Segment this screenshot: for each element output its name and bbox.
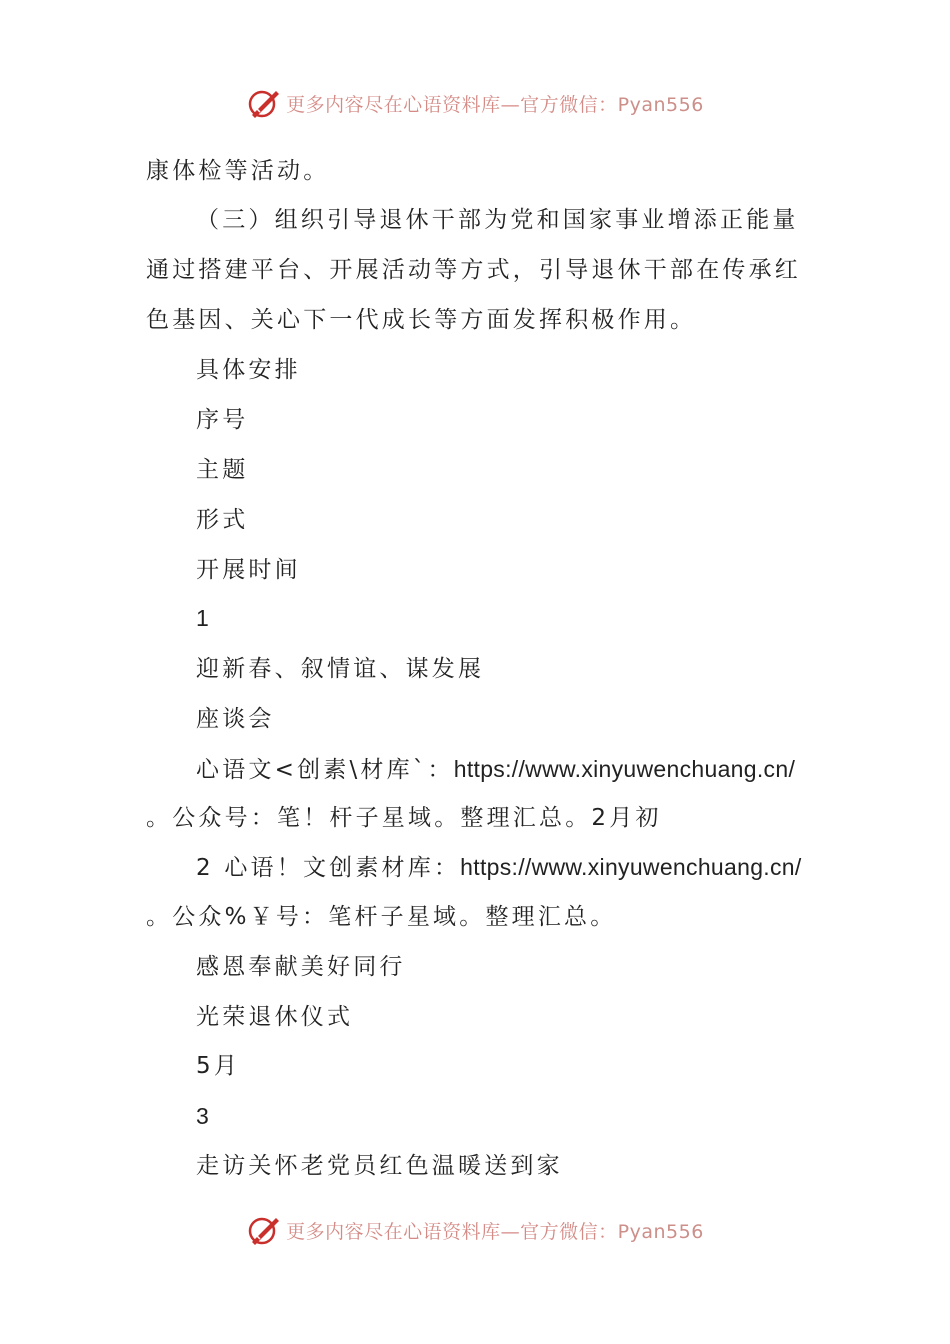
table-header-cell: 开展时间	[196, 557, 301, 583]
pen-logo-icon	[246, 1212, 282, 1248]
table-cell: 感恩奉献美好同行	[196, 954, 406, 980]
table-cell: 迎新春、叙情谊、谋发展	[196, 656, 485, 682]
table-cell: 1	[196, 605, 210, 631]
source-url: https://www.xinyuwenchuang.cn/	[453, 756, 796, 782]
table-cell: 光荣退休仪式	[196, 1004, 354, 1030]
table-cell: 5月	[196, 1053, 241, 1079]
watermark-text: 更多内容尽在心语资料库—官方微信：Pyan556	[286, 93, 704, 116]
table-cell: 走访关怀老党员红色温暖送到家	[196, 1153, 563, 1179]
section-heading: （三）组织引导退休干部为党和国家事业增添正能量	[196, 207, 799, 233]
watermark-inline-text: 心语文<创素\材库`：	[196, 757, 454, 783]
source-url: https://www.xinyuwenchuang.cn/	[460, 854, 802, 880]
table-header-cell: 形式	[196, 507, 249, 533]
table-header-cell: 主题	[196, 457, 249, 483]
watermark-banner-top	[0, 78, 950, 128]
table-cell	[196, 852, 802, 883]
paragraph-line: 康体检等活动。	[146, 158, 330, 184]
watermark-inline-text: 2 心语！文创素材库：	[196, 855, 461, 881]
table-cell: 座谈会	[196, 706, 275, 732]
watermark-text: 更多内容尽在心语资料库—官方微信：Pyan556	[286, 1220, 704, 1243]
table-cell: 。公众号：笔！杆子星域。整理汇总。2月初	[146, 805, 662, 831]
wechat-id: Pyan556	[617, 1220, 704, 1243]
pen-logo-icon	[246, 85, 282, 121]
paragraph-line: 通过搭建平台、开展活动等方式，引导退休干部在传承红	[146, 257, 801, 283]
table-cell: 3	[196, 1103, 210, 1129]
table-header-cell: 序号	[196, 407, 249, 433]
table-heading: 具体安排	[196, 357, 301, 383]
table-cell: 。公众%￥号：笔杆子星域。整理汇总。	[146, 904, 617, 930]
table-cell	[196, 754, 795, 785]
paragraph-line: 色基因、关心下一代成长等方面发挥积极作用。	[146, 307, 697, 333]
watermark-banner-bottom	[0, 1205, 950, 1255]
wechat-id: Pyan556	[617, 93, 704, 116]
